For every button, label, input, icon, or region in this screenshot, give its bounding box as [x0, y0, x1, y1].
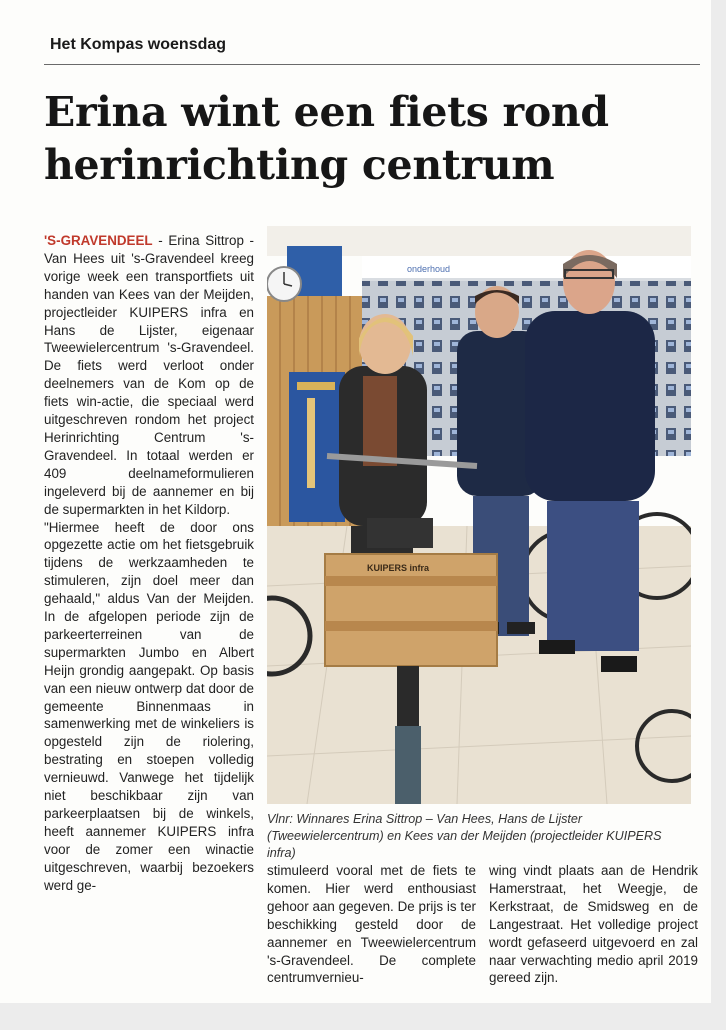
article-column-1 [44, 232, 254, 895]
article-photo [267, 226, 691, 804]
photo-caption: Vlnr: Winnares Erina Sittrop – Van Hees, Hans de Lijster (Tweewielercentrum) en Kees van der Meijden (projectleider KUIPERS infra) [267, 812, 662, 860]
article-column-2 [267, 862, 476, 987]
header-rule [44, 64, 700, 65]
photo-illustration [267, 226, 691, 804]
article-paragraph-3: stimuleerd vooral met de fiets te komen. Hier werd enthousiast gehoor aan gegeven. De prijs is ter beschikking gesteld door de aannemer en Tweewielercentrum 's-Gravendeel. De complete centrumvernieu- [267, 863, 476, 986]
publication-header: Het Kompas woensdag [50, 36, 227, 53]
article-paragraph-2: "Hiermee heeft de door ons opgezette actie om het fietsgebruik tijdens de werkzaamheden te stimuleren, zijn doel meer dan gehaald," aldus Van der Meijden. In de afgelopen periode zijn de parkeerterreinen van de supermarkten Jumbo en Albert Heijn grondig aangepakt. Op basis van een nieuw ontwerp dat door de gemeente Binnenmaas in samenwerking met de winkeliers is opgesteld zijn de riolering, bestrating en stoepen volledig vernieuwd. Vanwege het tijdelijk niet beschikbaar zijn van parkeerplaatsen bij de winkels, heeft aannemer KUIPERS infra voor de zomer een winactie uitgeschreven, waarbij bezoekers werd ge- [44, 519, 254, 893]
article-dateline: 'S-GRAVENDEEL [44, 233, 153, 248]
article-column-3 [489, 862, 698, 987]
article-paragraph-1 [44, 232, 254, 519]
article-headline: Erina wint een fiets rond herinrichting centrum [44, 88, 609, 189]
shop-sign: onderhoud [407, 264, 451, 274]
article-paragraph-4: wing vindt plaats aan de Hendrik Hamerstraat, het Weegje, de Kerkstraat, de Smidsweg en de Langestraat. Het volledige project wordt gefaseerd uitgevoerd en zal naar verwachting medio april 2019 gereed zijn. [489, 863, 698, 986]
crate-logo: KUIPERS infra [367, 563, 430, 573]
article-paragraph-1-text: - Erina Sittrop - Van Hees uit 's-Gravendeel kreeg vorige week een transportfiets uit handen van Kees van der Meijden, projectleider KUIPERS infra en Hans de Lijster, eigenaar Tweewielercentrum 's-Gravendeel. De fiets werd verloot onder deelnemers van de Kom op de fiets win-actie, die speciaal werd uitgeschreven rondom het project Herinrichting Centrum 's-Gravendeel. In totaal werden er 409 deelnameformulieren ingeleverd bij de aannemer en bij de supermarkten in het Kildorp. [44, 233, 254, 517]
